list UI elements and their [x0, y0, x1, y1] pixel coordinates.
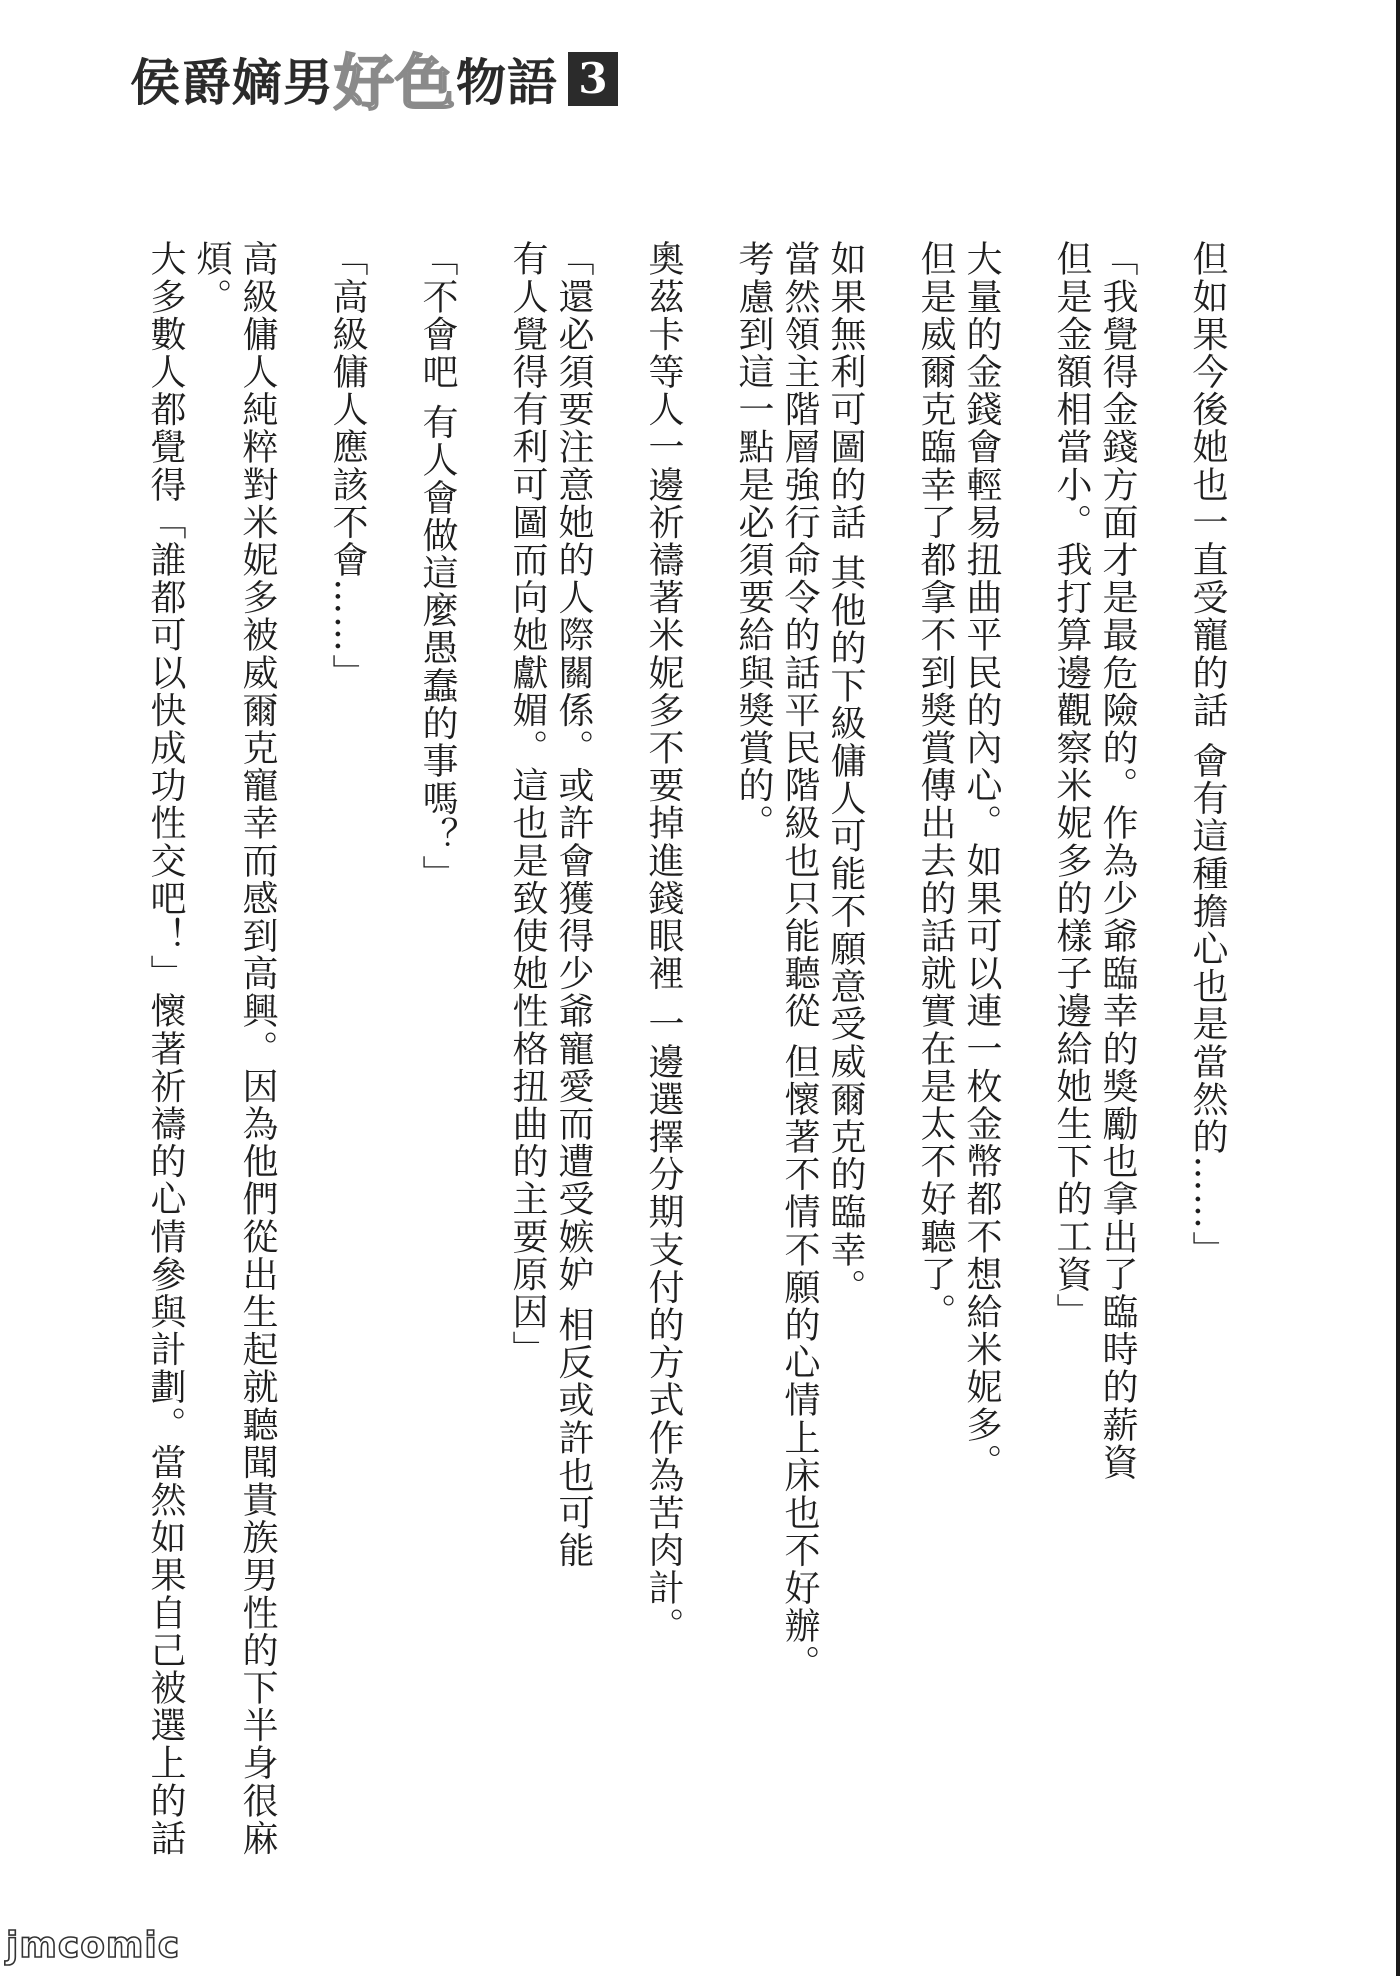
title-part-1: 侯爵嫡男	[130, 53, 334, 112]
paragraph-5: 奧茲卡等人一邊祈禱著米妮多不要掉進錢眼裡 一邊選擇分期支付的方式作為苦肉計。	[643, 240, 684, 1645]
vertical-text-body	[145, 240, 1230, 1890]
paragraph-8: 「高級傭人應該不會……」	[327, 240, 368, 692]
paragraph-2: 「我覺得金錢方面才是最危險的。作為少爺臨幸的獎勵也拿出了臨時的薪資 但是金額相當小。我打算邊觀察米妮多的樣子邊給她生下的工資」	[1051, 240, 1138, 1481]
book-header	[130, 44, 618, 119]
paragraph-4: 如果無利可圖的話 其他的下級傭人可能不願意受威爾克的臨幸。 當然領主階層強行命令的話平民階級也只能聽從 但懷著不情不願的心情上床也不好辦。 考慮到這一點是必須要給與獎賞的。	[733, 240, 866, 1682]
title-part-2-outlined: 好色	[334, 49, 456, 119]
paragraph-6: 「還必須要注意她的人際關係。或許會獲得少爺寵愛而遭受嫉妒 相反或許也可能 有人覺得有利可圖而向她獻媚。這也是致使她性格扭曲的主要原因」	[507, 240, 594, 1570]
watermark-logo: jmcomic	[6, 1925, 181, 1966]
paragraph-7: 「不會吧 有人會做這麼愚蠢的事嗎？」	[417, 240, 458, 893]
paragraph-3: 大量的金錢會輕易扭曲平民的內心。如果可以連一枚金幣都不想給米妮多。 但是威爾克臨幸了都拿不到獎賞傳出去的話就實在是太不好聽了。	[915, 240, 1002, 1481]
paragraph-9: 高級傭人純粹對米妮多被威爾克寵幸而感到高興。因為他們從出生起就聽聞貴族男性的下半身很麻煩。 大多數人都覺得「誰都可以快成功性交吧！」懷著祈禱的心情參與計劃。當然如果自己被選上的話	[145, 240, 278, 1857]
page-edge-line	[1396, 0, 1400, 1976]
paragraph-1: 但如果今後她也一直受寵的話 會有這種擔心也是當然的……」	[1187, 240, 1228, 1269]
title-part-3: 物語	[456, 53, 558, 112]
volume-badge: 3	[568, 52, 618, 106]
